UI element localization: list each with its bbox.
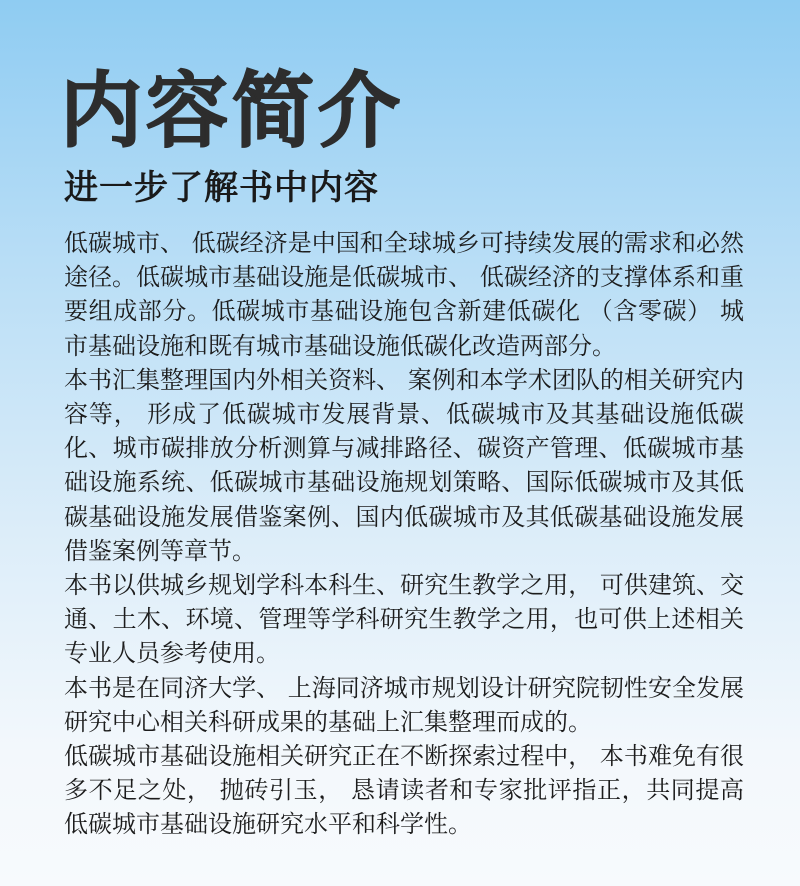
paragraph-3: 本书以供城乡规划学科本科生、研究生教学之用， 可供建筑、交通、土木、环境、管理等学科研究生教学之用，也可供上述相关专业人员参考使用。 xyxy=(64,571,744,668)
page-title: 内容简介 xyxy=(60,64,405,159)
paragraph-1: 低碳城市、 低碳经济是中国和全球城乡可持续发展的需求和必然途径。低碳城市基础设施是低碳城市、 低碳经济的支撑体系和重要组成部分。低碳城市基础设施包含新建低碳化 （含零碳） 城市基础设施和既有城市基础设施低碳化改造两部分。 xyxy=(64,229,744,360)
paragraph-4: 本书是在同济大学、 上海同济城市规划设计研究院韧性安全发展研究中心相关科研成果的基础上汇集整理而成的。 xyxy=(64,673,744,736)
intro-body xyxy=(64,226,744,842)
page-subtitle: 进一步了解书中内容 xyxy=(64,168,379,208)
paragraph-5: 低碳城市基础设施相关研究正在不断探索过程中， 本书难免有很多不足之处， 抛砖引玉， 恳请读者和专家批评指正，共同提高低碳城市基础设施研究水平和科学性。 xyxy=(64,742,744,839)
paragraph-2: 本书汇集整理国内外相关资料、 案例和本学术团队的相关研究内容等， 形成了低碳城市发展背景、低碳城市及其基础设施低碳化、城市碳排放分析测算与减排路径、碳资产管理、低碳城市基础设施系统、低碳城市基础设施规划策略、国际低碳城市及其低碳基础设施发展借鉴案例、国内低碳城市及其低碳基础设施发展借鉴案例等章节。 xyxy=(64,365,744,565)
